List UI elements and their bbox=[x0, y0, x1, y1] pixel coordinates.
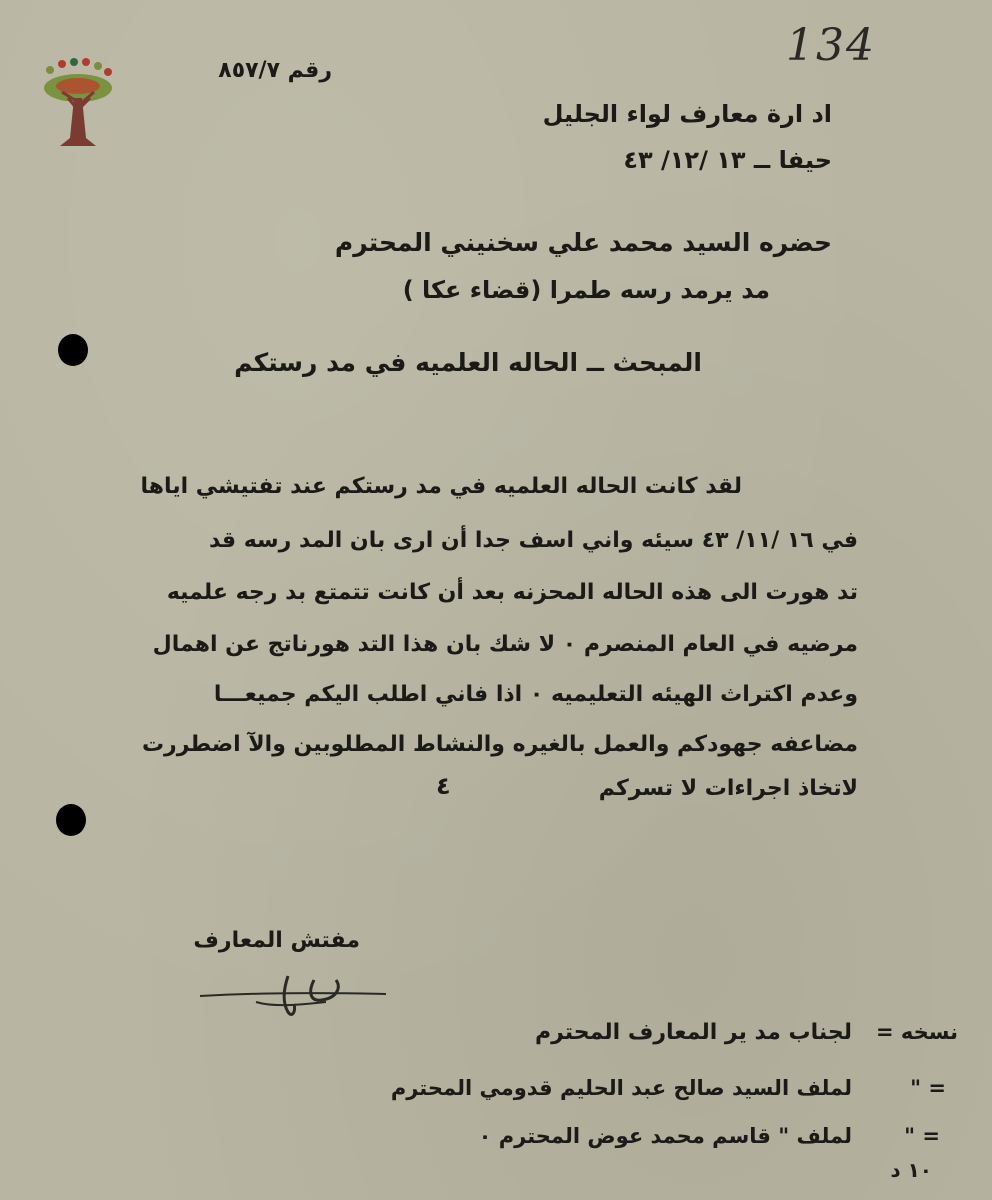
copy-text: لملف السيد صالح عبد الحليم قدومي المحترم bbox=[390, 1076, 852, 1100]
subject-line: المبحث ــ الحاله العلميه في مد رستكم bbox=[234, 348, 702, 377]
copy-label: " = bbox=[910, 1076, 946, 1100]
body-line: مرضيه في العام المنصرم ٠ لا شك بان هذا التد هورناتج عن اهمال bbox=[152, 632, 858, 657]
punch-hole-top bbox=[58, 334, 88, 366]
body-line: لقد كانت الحاله العلميه في مد رستكم عند تفتيشي اياها bbox=[140, 474, 742, 499]
body-line: مضاعفه جهودكم والعمل بالغيره والنشاط المطلوبين والآ اضطررت bbox=[141, 732, 858, 757]
initials: ١٠ د bbox=[890, 1158, 932, 1182]
body-line: في ١٦ /١١/ ٤٣ سيئه واني اسف جدا أن ارى بان المد رسه قد bbox=[208, 528, 858, 553]
office-heading: اد ارة معارف لواء الجليل bbox=[542, 100, 832, 128]
copy-label: " = bbox=[904, 1124, 940, 1148]
handwritten-signature bbox=[196, 958, 392, 1026]
copy-text: لجناب مد ير المعارف المحترم bbox=[534, 1020, 852, 1045]
page-number: 134 bbox=[786, 20, 876, 71]
body-line: وعدم اكتراث الهيئه التعليميه ٠ اذا فاني اطلب اليكم جميعـــا bbox=[213, 682, 858, 707]
body-line: تد هورت الى هذه الحاله المحزنه بعد أن كانت تتمتع بد رجه علميه bbox=[166, 580, 858, 605]
reference-number: رقم ٨٥٧/٧ bbox=[218, 58, 332, 83]
copy-label: نسخه = bbox=[875, 1020, 958, 1044]
recipient-name: حضره السيد محمد علي سخنيني المحترم bbox=[334, 228, 832, 257]
place-date: حيفا ــ ١٣ /١٢/ ٤٣ bbox=[623, 146, 832, 174]
body-line: لاتخاذ اجراءات لا تسركم bbox=[598, 776, 858, 801]
end-mark: ٤ bbox=[436, 772, 451, 800]
recipient-position: مد يرمد رسه طمرا (قضاء عكا ) bbox=[402, 276, 770, 304]
copy-text: لملف " قاسم محمد عوض المحترم ٠ bbox=[478, 1124, 852, 1148]
signature-title: مفتش المعارف bbox=[193, 928, 360, 953]
tree-logo-icon bbox=[40, 58, 116, 154]
punch-hole-bottom bbox=[56, 804, 86, 836]
